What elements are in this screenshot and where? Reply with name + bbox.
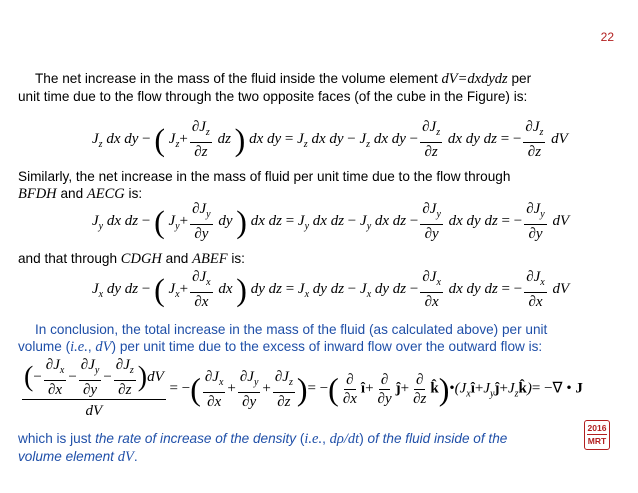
- paragraph-x-faces: [18, 250, 245, 268]
- paragraph-intro: [18, 70, 531, 105]
- density-emphasis-2: of the fluid inside of the: [367, 431, 508, 446]
- density-text: which is just: [18, 431, 96, 446]
- ie-abbrev-2: i.e.: [304, 431, 323, 447]
- face-label-abef: ABEF: [192, 251, 228, 267]
- intro-text: The net increase in the mass of the fluid inside the volume element: [35, 71, 442, 86]
- face-label-bfdh: BFDH: [18, 186, 57, 202]
- x-faces-text: and that through: [18, 251, 121, 266]
- conclusion-text-end: ) per unit time due to the excess of inward flow over the outward flow is:: [111, 339, 543, 354]
- y-faces-is: is:: [124, 186, 143, 201]
- density-paren-open: (: [296, 431, 305, 446]
- volume-symbol: dV: [95, 339, 112, 355]
- equation-z-flux: $J_z$ dx dy − ( $J_z+$ $\frac{\partial J_z}{\partial z}$ dz ) dx dy = $J_z$ dx dy − $J_z$ dx dy − $\frac{\partial J_z}{\partial z}$ dx dy dz = − $\frac{\partial J_z}{\partial z}$ dV: [92, 119, 568, 160]
- volume-element-definition: dV=dxdydz: [441, 71, 508, 87]
- density-comma: ,: [322, 431, 330, 446]
- conclusion-text: volume (: [18, 339, 71, 354]
- x-faces-is: is:: [227, 251, 245, 266]
- equation-x-flux: $J_x$ dy dz − ( $J_x+$ $\frac{\partial J_x}{\partial x}$ dx ) dy dz = $J_x$ dy dz − $J_x$ dy dz − $\frac{\partial J_x}{\partial x}$ dx dy dz = − $\frac{\partial J_x}{\partial x}$ dV: [92, 269, 570, 310]
- density-period: .: [133, 449, 138, 464]
- equation-divergence: (− $\frac{\partial J_x}{\partial x}$ − $\frac{\partial J_y}{\partial y}$ − $\frac{\partial J_z}{\partial z}$ )dV dV = −( $\frac{\partial J_x}{\partial x}$ + $\frac{\partial J_y}{\partial y}$ + $\frac{\partial J_z}{\partial z}$ )= −( $\frac{\partial}{\partial x}$ î+ $\frac{\partial}{\partial y}$ ĵ+ $\frac{\partial}{\partial z}$ $k̂)•(J_xî+J_yĵ+J_zk̂)=$ −∇ • J: [24, 357, 583, 419]
- paragraph-density-rate: [18, 430, 507, 466]
- y-faces-line-1: Similarly, the net increase in the mass of fluid per unit time due to the flow through: [18, 169, 511, 184]
- x-faces-and: and: [161, 251, 193, 266]
- conclusion-line-1: In conclusion, the total increase in the mass of the fluid (as calculated above) per unit: [35, 322, 548, 337]
- paragraph-y-faces: [18, 168, 510, 203]
- density-emphasis: the rate of increase of the density: [95, 431, 297, 446]
- face-label-aecg: AECG: [86, 186, 125, 202]
- ie-abbrev: i.e.: [70, 339, 88, 355]
- conclusion-comma: ,: [87, 339, 96, 354]
- paragraph-conclusion: [18, 321, 547, 356]
- density-line-2: volume element: [18, 449, 118, 464]
- density-paren-close: ): [359, 431, 368, 446]
- page-number: 22: [600, 30, 614, 44]
- density-rate-symbol: dρ/dt: [329, 431, 360, 447]
- intro-line-2: unit time due to the flow through the two opposite faces (of the cube in the Figure) is:: [18, 89, 528, 104]
- y-faces-and: and: [56, 186, 87, 201]
- mrt-logo-badge: [584, 420, 610, 450]
- intro-text-end: per: [507, 71, 532, 86]
- badge-label: MRT: [587, 436, 607, 446]
- badge-year: 2016: [587, 423, 607, 433]
- face-label-cdgh: CDGH: [120, 251, 162, 267]
- equation-y-flux: $J_y$ dx dz − ( $J_y+$ $\frac{\partial J_y}{\partial y}$ dy ) dx dz = $J_y$ dx dz − $J_y$ dx dz − $\frac{\partial J_y}{\partial y}$ dx dy dz = − $\frac{\partial J_y}{\partial y}$ dV: [92, 201, 570, 242]
- volume-symbol-2: dV: [117, 449, 134, 465]
